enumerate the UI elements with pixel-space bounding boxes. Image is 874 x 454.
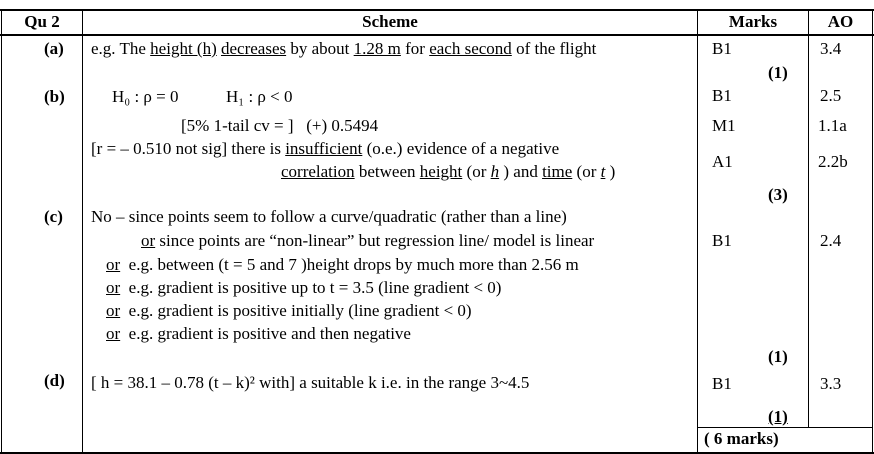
- part-c-line-6: or e.g. gradient is positive and then negative: [106, 324, 411, 343]
- right-border: [872, 9, 873, 454]
- null-hypothesis: H₀ : ρ = 0: [112, 87, 179, 106]
- header-scheme: Scheme: [362, 12, 418, 31]
- part-a-mark: B1: [712, 39, 732, 58]
- total-row-divider: [697, 427, 873, 428]
- part-c-total: (1): [768, 347, 788, 366]
- part-a-ao: 3.4: [820, 39, 842, 58]
- col-divider-3: [808, 9, 809, 427]
- part-c-line-5: or e.g. gradient is positive initially (line gradient < 0): [106, 301, 472, 320]
- col-divider-2: [697, 9, 698, 454]
- question-total: ( 6 marks): [704, 429, 779, 448]
- header-qu: Qu 2: [24, 12, 60, 31]
- part-b-conclusion-1: [r = – 0.510 not sig] there is insufficient (o.e.) evidence of a negative: [91, 139, 560, 158]
- part-d-text: [ h = 38.1 – 0.78 (t – k)² with] a suitable k i.e. in the range 3~4.5: [91, 373, 530, 392]
- part-a-label: (a): [44, 39, 64, 58]
- part-d-total: (1): [768, 407, 788, 426]
- part-c-line-1: No – since points seem to follow a curve/quadratic (rather than a line): [91, 207, 567, 226]
- critical-value: [5% 1-tail cv = ] (+) 0.5494: [181, 116, 379, 135]
- part-d-label: (d): [44, 371, 65, 390]
- part-c-line-2: or since points are “non-linear” but regression line/ model is linear: [141, 231, 595, 250]
- left-border: [1, 9, 2, 454]
- part-b-ao-3: 2.2b: [818, 152, 848, 171]
- part-b-ao-1: 2.5: [820, 86, 842, 105]
- part-d-ao: 3.3: [820, 374, 842, 393]
- col-divider-1: [82, 9, 83, 454]
- part-b-total: (3): [768, 185, 788, 204]
- part-c-ao: 2.4: [820, 231, 842, 250]
- header-marks: Marks: [728, 12, 778, 31]
- part-d-mark: B1: [712, 374, 732, 393]
- part-c-label: (c): [44, 207, 63, 226]
- part-c-mark: B1: [712, 231, 732, 250]
- header-divider: [0, 34, 874, 36]
- part-b-label: (b): [44, 87, 65, 106]
- part-c-line-3: or e.g. between (t = 5 and 7 )height drops by much more than 2.56 m: [106, 255, 579, 274]
- part-b-ao-2: 1.1a: [818, 116, 847, 135]
- part-a-total: (1): [768, 63, 788, 82]
- part-b-mark-2: M1: [712, 116, 736, 135]
- part-c-line-4: or e.g. gradient is positive up to t = 3.5 (line gradient < 0): [106, 278, 502, 297]
- table-top-border: [0, 9, 874, 11]
- header-ao: AO: [827, 12, 854, 31]
- part-a-text: e.g. The height (h) decreases by about 1.28 m for each second of the flight: [91, 39, 597, 58]
- part-b-mark-3: A1: [712, 152, 733, 171]
- part-b-conclusion-2: correlation between height (or h ) and time (or t ): [281, 162, 616, 181]
- alt-hypothesis: H₁ : ρ < 0: [226, 87, 293, 106]
- part-b-mark-1: B1: [712, 86, 732, 105]
